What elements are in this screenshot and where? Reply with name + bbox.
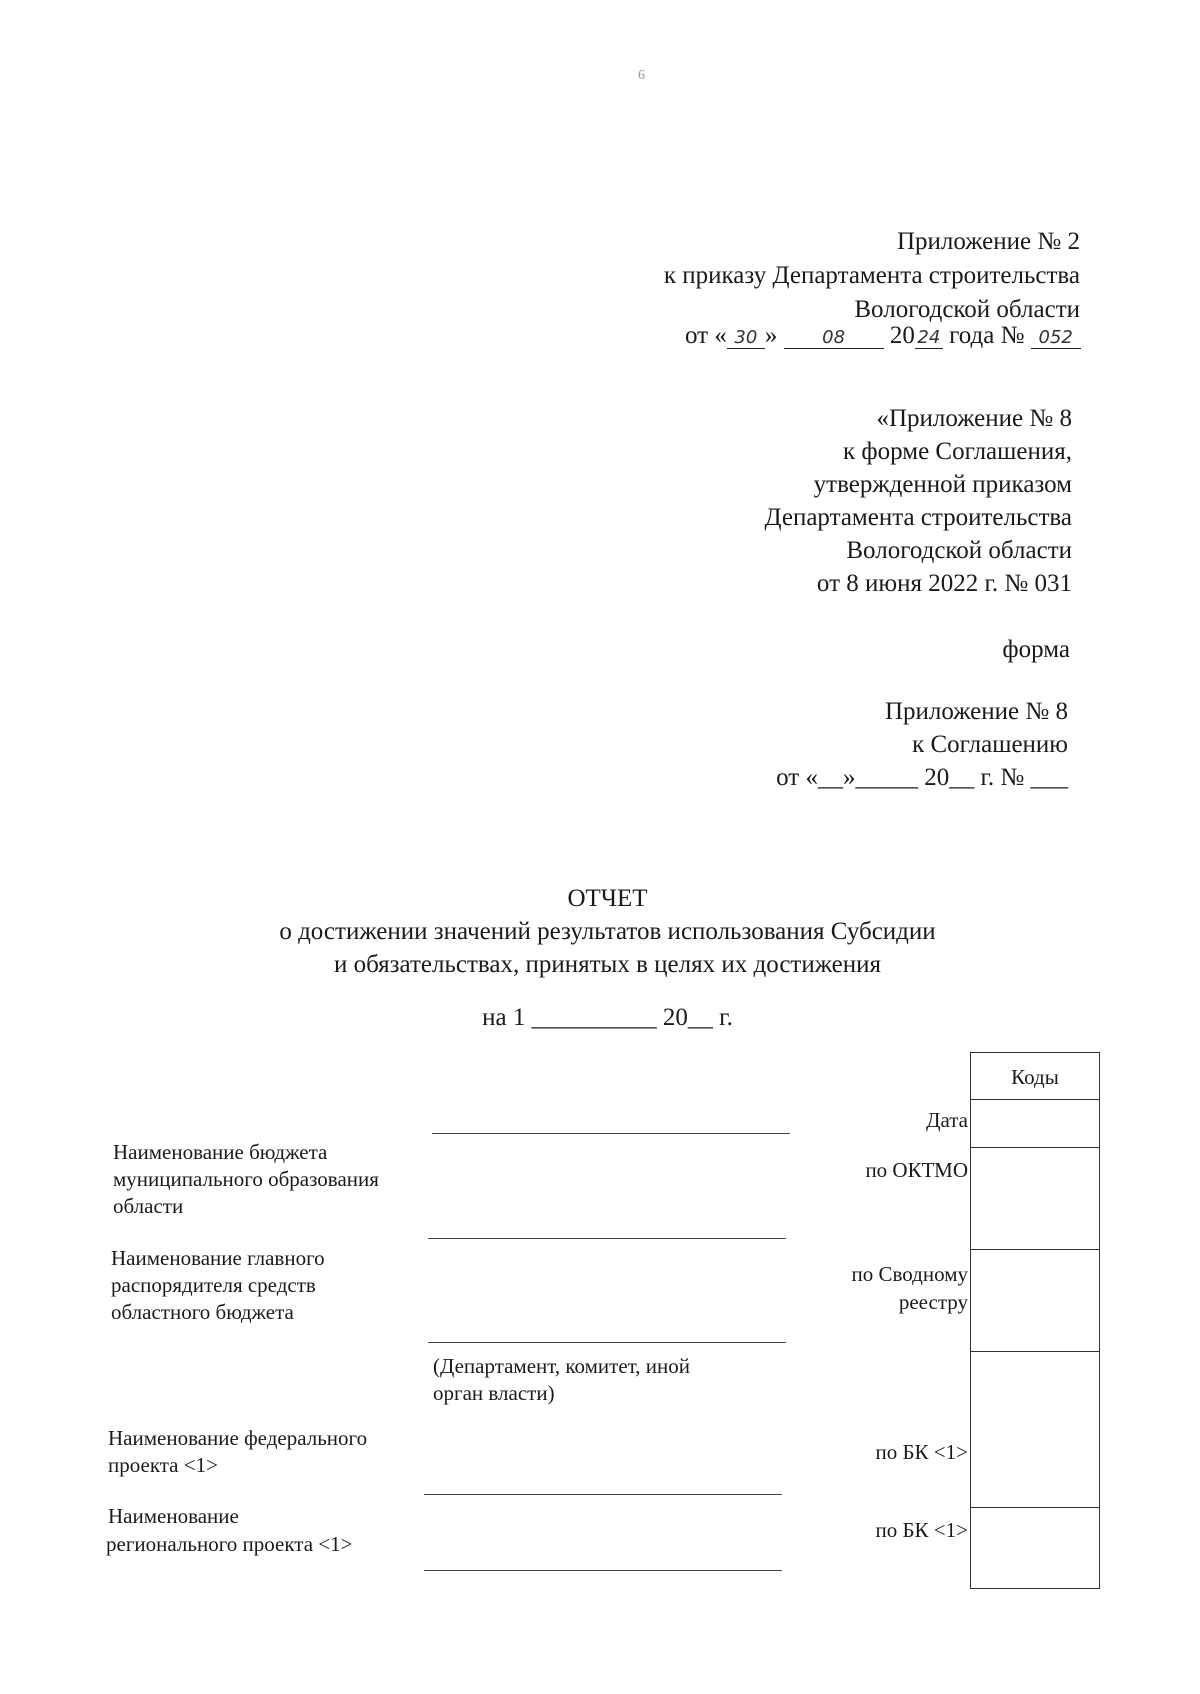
appendix8-form-line: Департамента строительства [764,504,1072,531]
label-main-manager: распорядителя средств [111,1273,316,1297]
handwritten-month: 08 [784,328,884,349]
label-registry: по Сводному [851,1262,968,1286]
forma-label: форма [1002,636,1070,663]
appendix8-form-line: от 8 июня 2022 г. № 031 [816,570,1072,597]
label-budget-name: области [113,1194,184,1218]
appendix8-form-line: к форме Соглашения, [843,438,1072,465]
report-date-line: на 1 __________ 20__ г. [482,1004,733,1031]
label-federal-project: проекта <1> [108,1453,218,1477]
label-regional-project: Наименование [108,1504,239,1528]
codes-header: Коды [1011,1065,1059,1089]
label-main-manager: областного бюджета [111,1300,294,1324]
appendix2-quote-close: » [764,322,778,349]
appendix8-form-line: «Приложение № 8 [876,405,1072,432]
fill-line-manager[interactable] [428,1342,786,1343]
label-bk: по БК <1> [875,1440,968,1464]
label-regional-project: регионального проекта <1> [106,1532,353,1556]
page-mark: 6 [638,68,645,83]
label-registry: реестру [898,1290,968,1314]
appendix2-line1: Приложение № 2 [896,228,1080,255]
codes-cell-bk[interactable] [971,1507,1099,1588]
label-oktmo: по ОКТМО [865,1158,968,1182]
appendix8-form-line: Вологодской области [846,537,1072,564]
report-subtitle: о достижении значений результатов использования Субсидии [279,918,936,945]
appendix8-agreement-line: Приложение № 8 [884,698,1068,725]
appendix2-from: от « [685,322,727,349]
fill-line-budget[interactable] [428,1238,786,1239]
appendix2-line3: Вологодской области [854,296,1080,323]
report-title: ОТЧЕТ [567,885,648,912]
label-budget-name: муниципального образования [113,1167,379,1191]
appendix2-year-prefix: 20 [889,322,915,349]
label-budget-name: Наименование бюджета [113,1140,328,1164]
appendix8-agreement-line: от «__»_____ 20__ г. № ___ [776,764,1068,791]
handwritten-number: 052 [1031,328,1081,349]
appendix2-line2: к приказу Департамента строительства [663,262,1080,289]
codes-cell-oktmo[interactable] [971,1147,1099,1250]
appendix8-agreement-line: к Соглашению [912,731,1068,758]
label-bk: по БК <1> [875,1518,968,1542]
label-department-hint: (Департамент, комитет, иной [433,1354,690,1378]
label-main-manager: Наименование главного [111,1246,325,1270]
appendix8-form-line: утвержденной приказом [813,471,1072,498]
codes-cell-date[interactable] [971,1099,1099,1148]
report-subtitle: и обязательствах, принятых в целях их достижения [333,951,882,978]
fill-line-federal[interactable] [424,1494,782,1495]
label-department-hint: орган власти) [433,1381,555,1405]
fill-line-top[interactable] [432,1133,790,1134]
appendix2-date-line [685,322,1081,350]
fill-line-regional[interactable] [424,1570,782,1571]
handwritten-day: 30 [727,328,765,349]
codes-cell-registry[interactable] [971,1249,1099,1352]
label-date: Дата [926,1108,968,1132]
handwritten-year: 24 [915,328,943,349]
codes-table [970,1052,1100,1589]
appendix2-year-word: года № [949,322,1025,349]
label-federal-project: Наименование федерального [108,1426,368,1450]
codes-cell-registry-extra[interactable] [971,1351,1099,1456]
